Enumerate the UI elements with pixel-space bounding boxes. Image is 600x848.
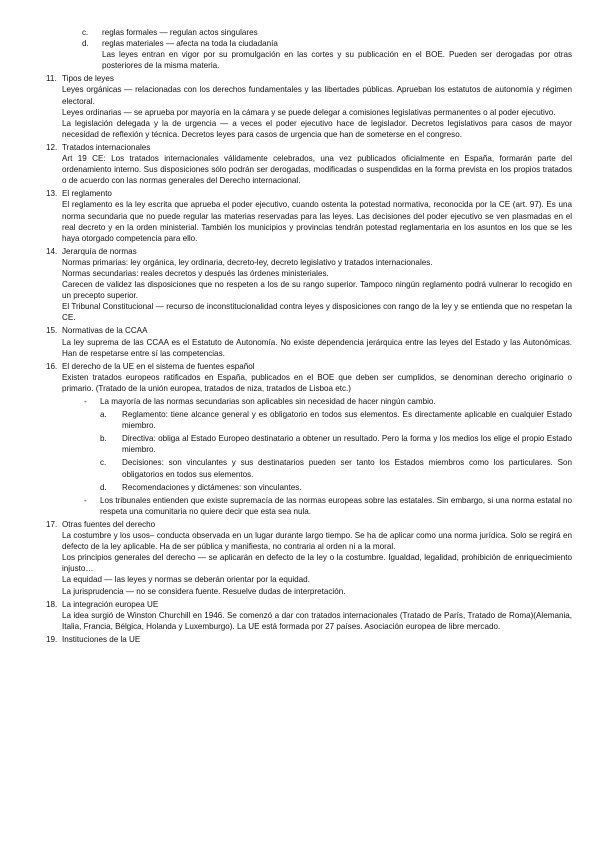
section-number: 12. [46, 142, 58, 152]
paragraph: La idea surgió de Winston Churchill en 1946. Se comenzó a dar con tratados internacionales (Tratado de París, Tratado de Roma)(Alemania, Italia, Francia, Bélgica, Holanda y Luxemburgo). La UE está formada por 27 países. Asociación europea de libre mercado. [62, 610, 572, 631]
section-number: 17. [46, 519, 58, 529]
section-heading [46, 519, 572, 530]
paragraph: Normas primarias: ley orgánica, ley ordinaria, decreto-ley, decreto legislativo y tratados internacionales. [62, 257, 433, 267]
paragraph: Normas secundarias: reales decretos y después las órdenes ministeriales. [62, 268, 329, 278]
paragraph: El Tribunal Constitucional — recurso de inconstitucionalidad contra leyes y disposiciones con rango de la ley y se entienda que no respetan la CE. [62, 302, 572, 323]
section-heading [46, 634, 572, 645]
section-heading [46, 325, 572, 336]
paragraph: La equidad — las leyes y normas se deberán orientar por la equidad. [62, 575, 310, 585]
section-title: Tipos de leyes [62, 74, 114, 84]
dash-marker: - [84, 397, 87, 406]
list-item [100, 457, 572, 479]
paragraph: Art 19 CE: Los tratados internacionales válidamente celebrados, una vez publicados oficialmente en España, formarán parte del ordenamiento interno. Sus disposiciones sólo podrán ser derogadas, modificadas o suspendidas en la forma prevista en los propios tratados o de acuerdo con las normas generales del Derecho internacional. [62, 154, 572, 186]
section-number: 11. [46, 74, 57, 84]
list-text: Recomendaciones y dictámenes: son vinculantes. [122, 482, 302, 492]
list-text: Decisiones: son vinculantes y sus destinatarios pueden ser tanto los Estados miembros como los particulares. Son obligatorios en todos sus elementos. [122, 458, 572, 479]
paragraph: Carecen de validez las disposiciones que no respeten a los de su rango superior. Tampoco ningún reglamento podrá vulnerar lo recogido en un precepto superior. [62, 280, 572, 301]
section-title: La integración europea UE [62, 599, 159, 609]
dash-item [84, 495, 572, 517]
list-marker: d. [100, 482, 107, 492]
list-text: Directiva: obliga al Estado Europeo destinatario a obtener un resultado. Pero la forma y los medios los elige el propio Estado miembro. [122, 434, 572, 455]
paragraph: La legislación delegada y la de urgencia — a veces el poder ejecutivo hace de legislador. Decretos legislativos para casos de mayor necesidad de reflexión y técnica. Decretos leyes para casos de urgencia que han de someterse en el congreso. [62, 118, 572, 139]
list-item [100, 433, 572, 455]
list-item [82, 38, 572, 49]
paragraph: Leyes orgánicas — relacionadas con los derechos fundamentales y las libertades públicas. Aprueban los estatutos de autonomía y régimen electoral. [62, 85, 572, 106]
section-number: 14. [46, 246, 58, 256]
section-title: El derecho de la UE en el sistema de fuentes español [62, 361, 255, 371]
dash-item [84, 396, 572, 407]
list-text: Reglamento: tiene alcance general y es obligatorio en todos sus elementos. Es directamente aplicable en cualquier Estado miembro. [122, 410, 572, 431]
section-title: Tratados internacionales [62, 142, 151, 152]
list-text: reglas materiales — afecta na toda la ciudadanía [102, 39, 278, 49]
dash-marker: - [84, 495, 87, 505]
section-title: El reglamento [62, 189, 112, 199]
list-item [100, 482, 572, 493]
section-heading [46, 188, 572, 199]
section-heading [46, 246, 572, 257]
paragraph: Leyes ordinarias — se aprueba por mayoría en la cámara y se puede delegar a comisiones legislativas permanentes o al poder ejecutivo. [62, 107, 556, 117]
paragraph: La jurisprudencia — no se considera fuente. Resuelve dudas de interpretación. [62, 586, 346, 596]
section-heading [46, 142, 572, 153]
list-marker: a. [100, 410, 107, 420]
paragraph: El reglamento es la ley escrita que aprueba el poder ejecutivo, cuando ostenta la potestad normativa, reconocida por la CE (art. 97). Es una norma secundaria que no puede regular las materias reservadas para las leyes. Las decisiones del poder ejecutivo se ven plasmadas en el real decreto y en la orden ministerial. También los municipios y provincias tendrán potestad reglamentaria en los asuntos en los que se les haya otorgado competencia para ello. [62, 200, 572, 243]
list-marker: c. [100, 458, 107, 468]
section-number: 18. [46, 599, 58, 609]
dash-text: La mayoría de las normas secundarias son aplicables sin necesidad de hacer ningún cambio. [100, 397, 436, 406]
section-number: 19. [46, 634, 58, 644]
section-title: Normativas de la CCAA [62, 326, 148, 336]
section-title: Otras fuentes del derecho [62, 519, 156, 529]
section-heading [46, 599, 572, 610]
list-text: reglas formales — regulan actos singulares [102, 28, 258, 37]
paragraph: La costumbre y los usos– conducta observada en un lugar durante largo tiempo. Se ha de aplicar como una norma jurídica. Solo se regirá en defecto de la ley aplicable. Ha de ser pública y manifiesta, no contraria al orden ni a la moral. [62, 531, 572, 552]
paragraph: Los principios generales del derecho — se aplicarán en defecto de la ley o la costumbre. Igualdad, legalidad, prohibición de enriquecimiento injusto… [62, 553, 572, 574]
section-heading [46, 361, 572, 372]
dash-text: Los tribunales entienden que existe supremacía de las normas europeas sobre las estatales. Sin embargo, si una norma estatal no respeta una comunitaria no quiere decir que esta sea nula. [100, 495, 572, 516]
list-marker: c. [82, 28, 89, 37]
section-number: 15. [46, 326, 58, 336]
section-number: 16. [46, 361, 58, 371]
paragraph: Existen tratados europeos ratificados en España, publicados en el BOE que deben ser cumplidos, se denominan derecho originario o primario. (Tratado de la unión europea, tratados de niza, tratados de Lisboa etc.) [62, 372, 572, 393]
paragraph: La ley suprema de las CCAA es el Estatuto de Autonomía. No existe dependencia jerárquica entre las leyes del Estado y las Autonómicas. Han de respetarse entre sí las competencias. [62, 337, 572, 358]
section-title: Instituciones de la UE [62, 634, 141, 644]
list-item [100, 409, 572, 431]
list-marker: d. [82, 39, 89, 49]
section-number: 13. [46, 189, 58, 199]
section-heading [46, 73, 572, 84]
list-marker: b. [100, 434, 107, 444]
paragraph: Las leyes entran en vigor por su promulgación en las cortes y su publicación en el BOE. Pueden ser derogadas por otras posteriores de la misma materia. [102, 50, 572, 71]
section-title: Jerarquía de normas [62, 246, 137, 256]
list-item [82, 27, 572, 38]
